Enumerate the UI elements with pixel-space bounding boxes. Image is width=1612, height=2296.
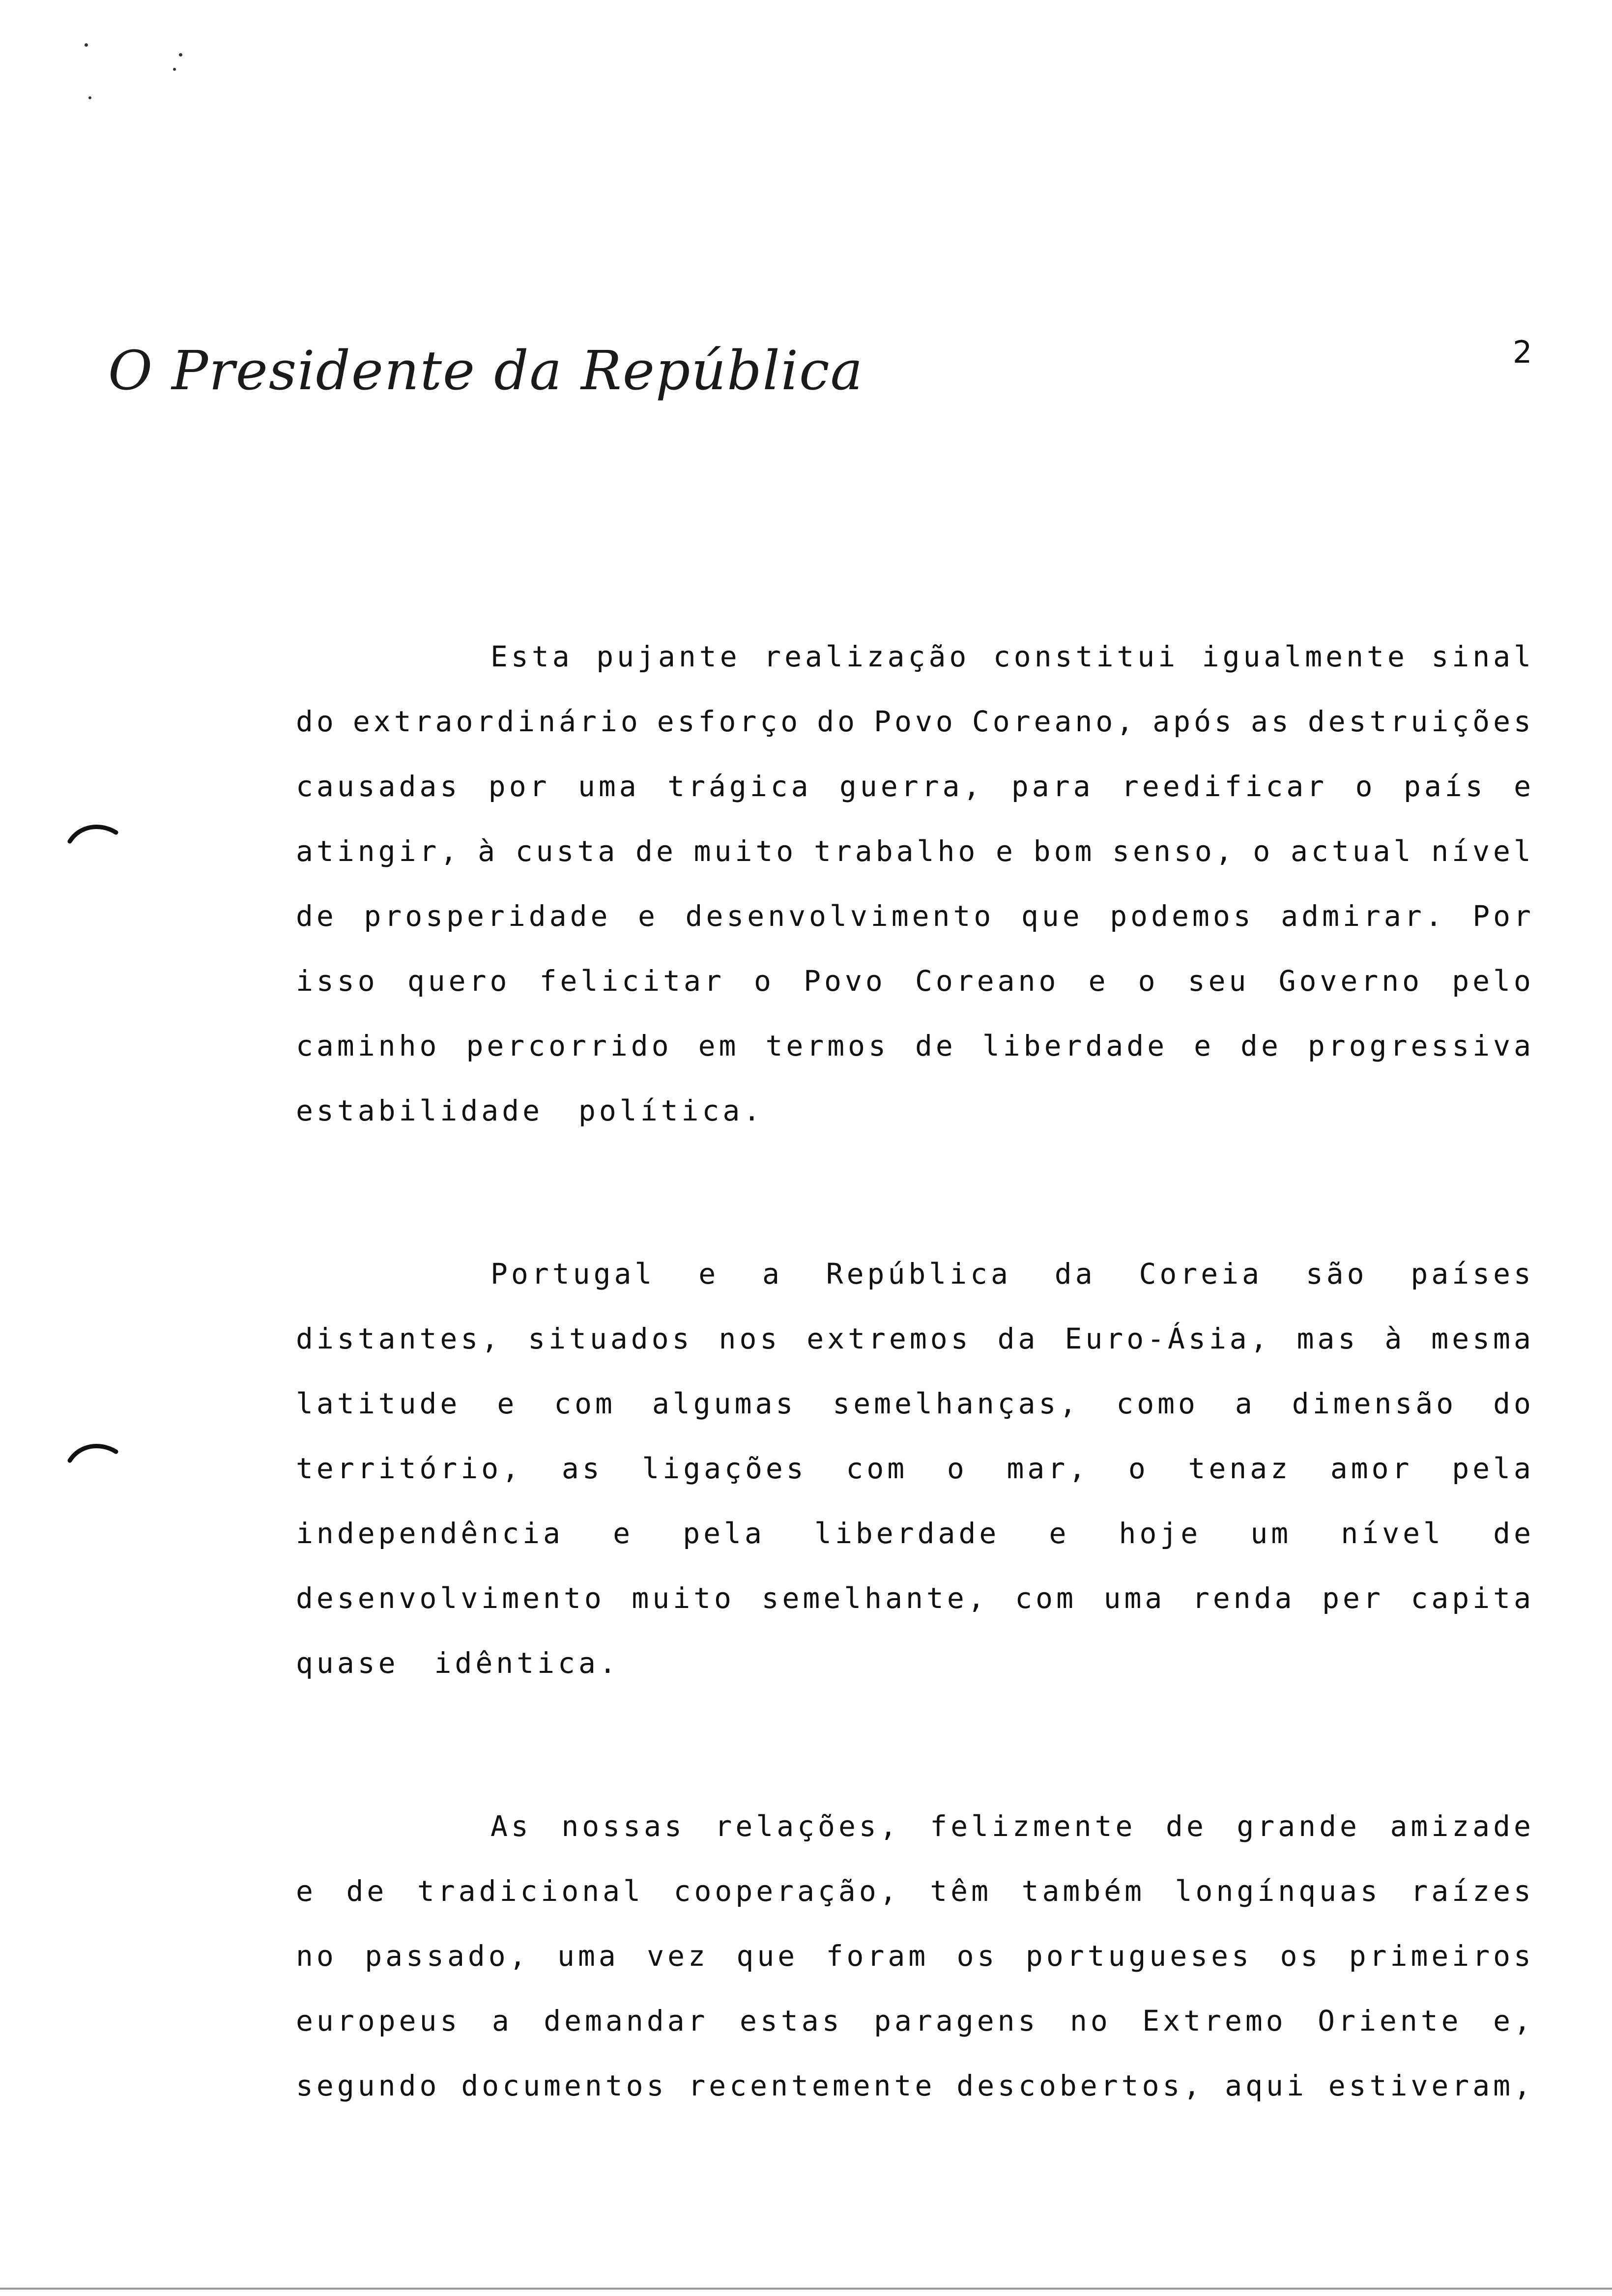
word: e (1049, 1517, 1070, 1550)
word: custa (515, 834, 619, 868)
text-line (296, 1371, 1534, 1436)
text-line: quase idêntica. (296, 1646, 620, 1680)
word: actual (1291, 834, 1414, 868)
word: liberdade (814, 1517, 1000, 1550)
word: felicitar (539, 964, 725, 998)
word: seu (1187, 964, 1250, 998)
word: causadas (296, 770, 461, 803)
word: de (1493, 1517, 1534, 1550)
word: raízes (1410, 1874, 1534, 1908)
text-line (296, 1923, 1534, 1988)
text-line (296, 1241, 1534, 1306)
word: e (497, 1387, 518, 1420)
word: têm (930, 1874, 992, 1908)
word: pela (1452, 1452, 1534, 1485)
word: que (1021, 899, 1083, 933)
word: podemos (1110, 899, 1254, 933)
text-line (296, 1859, 1534, 1923)
word: trágica (667, 770, 812, 803)
word: hoje (1119, 1517, 1202, 1550)
word: a (1235, 1387, 1256, 1420)
word: como (1116, 1387, 1199, 1420)
word: Extremo (1142, 2004, 1287, 2038)
word: termos (765, 1029, 889, 1062)
word: mesma (1431, 1322, 1534, 1355)
word: realização (764, 640, 970, 673)
word: estiveram, (1328, 2069, 1534, 2102)
scan-speck (173, 68, 176, 71)
word: o (947, 1452, 968, 1485)
text-line (296, 754, 1534, 819)
word: foram (826, 1939, 929, 1973)
word: no (296, 1939, 337, 1973)
word: destruições (1307, 705, 1534, 738)
text-line (296, 624, 1534, 689)
word: com (846, 1452, 908, 1485)
word: isso (296, 964, 378, 998)
word: igualmente (1202, 640, 1408, 673)
word: o (754, 964, 775, 998)
word: à (478, 834, 498, 868)
word: o (1138, 964, 1159, 998)
text-line (296, 948, 1534, 1013)
word: com (554, 1387, 616, 1420)
text-line (296, 819, 1534, 884)
word: nível (1341, 1517, 1444, 1550)
text-line (296, 689, 1534, 754)
text-line (296, 1566, 1534, 1631)
scan-speck (85, 43, 88, 47)
word: Esta (490, 640, 573, 673)
scan-speck (179, 53, 182, 57)
word: estas (740, 2004, 843, 2038)
word: o (1253, 834, 1274, 868)
word: trabalho (813, 834, 979, 868)
text-line (296, 1794, 1534, 1859)
letter-body (296, 624, 1534, 2216)
word: extremos (806, 1322, 972, 1355)
word: cooperação, (673, 1874, 900, 1908)
word: e (996, 834, 1016, 868)
page-number: 2 (1513, 334, 1532, 370)
word: guerra, (839, 770, 984, 803)
word: constitui (993, 640, 1179, 673)
word: distantes, (296, 1322, 502, 1355)
word: de (1166, 1809, 1207, 1843)
word: semelhanças, (833, 1387, 1080, 1420)
word: Coreia (1139, 1257, 1263, 1291)
word: portugueses (1025, 1939, 1253, 1973)
word: o (1128, 1452, 1149, 1485)
word: demandar (544, 2004, 709, 2038)
word: da (1054, 1257, 1096, 1291)
word: algumas (652, 1387, 797, 1420)
word: e (698, 1257, 720, 1291)
punch-mark (67, 1435, 121, 1469)
word: e (638, 899, 659, 933)
word: europeus (296, 2004, 461, 2038)
word: dimensão (1292, 1387, 1457, 1420)
word: no (1069, 2004, 1111, 2038)
word: nível (1431, 834, 1534, 868)
word: Euro-Ásia, (1065, 1322, 1271, 1355)
word: semelhante, (761, 1581, 988, 1615)
word: segundo (296, 2069, 440, 2102)
word: sinal (1431, 640, 1534, 673)
word: senso, (1112, 834, 1236, 868)
text-line: estabilidade política. (296, 1094, 764, 1127)
word: esforço (657, 705, 802, 738)
word: descobertos, (956, 2069, 1204, 2102)
word: latitude (296, 1387, 461, 1420)
word: longínquas (1175, 1874, 1381, 1908)
word: ligações (642, 1452, 807, 1485)
word: e (296, 1874, 317, 1908)
word: que (736, 1939, 799, 1973)
word: países (1410, 1257, 1534, 1291)
word: também (1021, 1874, 1146, 1908)
word: progressiva (1307, 1029, 1534, 1062)
word: per (1322, 1581, 1384, 1615)
word: Coreano, (972, 705, 1137, 738)
word: independência (296, 1517, 564, 1550)
word: recentemente (688, 2069, 936, 2102)
word: prosperidade (364, 899, 611, 933)
word: uma (557, 1939, 619, 1973)
word: Povo (874, 705, 956, 738)
word: relações, (715, 1809, 900, 1843)
word: após (1152, 705, 1235, 738)
word: amizade (1390, 1809, 1534, 1843)
word: felizmente (930, 1809, 1136, 1843)
word: percorrido (466, 1029, 672, 1062)
word: de (635, 834, 677, 868)
word: e (1514, 770, 1534, 803)
word: admirar. (1281, 899, 1446, 933)
word: da (997, 1322, 1039, 1355)
word: e (1194, 1029, 1215, 1062)
word: em (698, 1029, 740, 1062)
word: de (346, 1874, 388, 1908)
word: Coreano (915, 964, 1060, 998)
word: capita (1410, 1581, 1534, 1615)
word: aqui (1225, 2069, 1307, 2102)
word: amor (1330, 1452, 1413, 1485)
word: quero (407, 964, 511, 998)
word: uma (1103, 1581, 1166, 1615)
word: do (1493, 1387, 1534, 1420)
word: do (296, 705, 337, 738)
word: As (490, 1809, 532, 1843)
word: pujante (596, 640, 741, 673)
word: os (1280, 1939, 1322, 1973)
word: atingir, (296, 834, 461, 868)
word: à (1384, 1322, 1406, 1355)
word: caminho (296, 1029, 440, 1062)
word: e, (1493, 2004, 1534, 2038)
word: um (1250, 1517, 1292, 1550)
letterhead: O Presidente da República (108, 339, 864, 402)
word: liberdade (982, 1029, 1168, 1062)
paragraph (296, 1241, 1534, 1695)
word: país (1403, 770, 1486, 803)
word: passado, (365, 1939, 530, 1973)
paragraph (296, 624, 1534, 1143)
punch-mark (67, 816, 121, 850)
word: Oriente (1318, 2004, 1462, 2038)
word: Por (1472, 899, 1534, 933)
word: primeiros (1349, 1939, 1534, 1973)
word: muito (632, 1581, 735, 1615)
word: desenvolvimento (685, 899, 995, 933)
word: e (613, 1517, 634, 1550)
page-edge-rule (0, 2288, 1612, 2290)
word: nos (719, 1322, 781, 1355)
word: renda (1192, 1581, 1295, 1615)
word: situados (528, 1322, 693, 1355)
word: tenaz (1188, 1452, 1292, 1485)
text-line (296, 1501, 1534, 1566)
word: os (956, 1939, 998, 1973)
word: pela (683, 1517, 765, 1550)
word: com (1015, 1581, 1077, 1615)
word: a (762, 1257, 783, 1291)
word: reedificar (1121, 770, 1328, 803)
word: bom (1033, 834, 1095, 868)
word: desenvolvimento (296, 1581, 605, 1615)
word: para (1011, 770, 1094, 803)
text-line (296, 1988, 1534, 2053)
word: e (1088, 964, 1109, 998)
word: mar, (1007, 1452, 1090, 1485)
word: grande (1237, 1809, 1360, 1843)
word: são (1305, 1257, 1368, 1291)
word: nossas (561, 1809, 685, 1843)
word: uma (577, 770, 640, 803)
word: a (491, 2004, 513, 2038)
word: Portugal (490, 1257, 656, 1291)
word: documentos (461, 2069, 667, 2102)
word: mas (1296, 1322, 1359, 1355)
word: do (817, 705, 859, 738)
text-line (296, 1306, 1534, 1371)
text-line (296, 1436, 1534, 1501)
paragraph (296, 1794, 1534, 2118)
text-line (296, 2053, 1534, 2118)
word: de (296, 899, 337, 933)
word: extraordinário (352, 705, 641, 738)
word: Povo (804, 964, 886, 998)
word: Governo (1278, 964, 1423, 998)
word: o (1355, 770, 1376, 803)
word: paragens (874, 2004, 1039, 2038)
word: de (915, 1029, 956, 1062)
word: muito (693, 834, 797, 868)
word: por (488, 770, 550, 803)
word: de (1240, 1029, 1282, 1062)
word: vez (647, 1939, 709, 1973)
word: tradicional (417, 1874, 644, 1908)
scan-speck (88, 96, 91, 99)
word: território, (296, 1452, 523, 1485)
word: República (826, 1257, 1011, 1291)
text-line (296, 1013, 1534, 1078)
word: pelo (1452, 964, 1534, 998)
word: as (1250, 705, 1292, 738)
word: as (561, 1452, 603, 1485)
text-line (296, 884, 1534, 948)
